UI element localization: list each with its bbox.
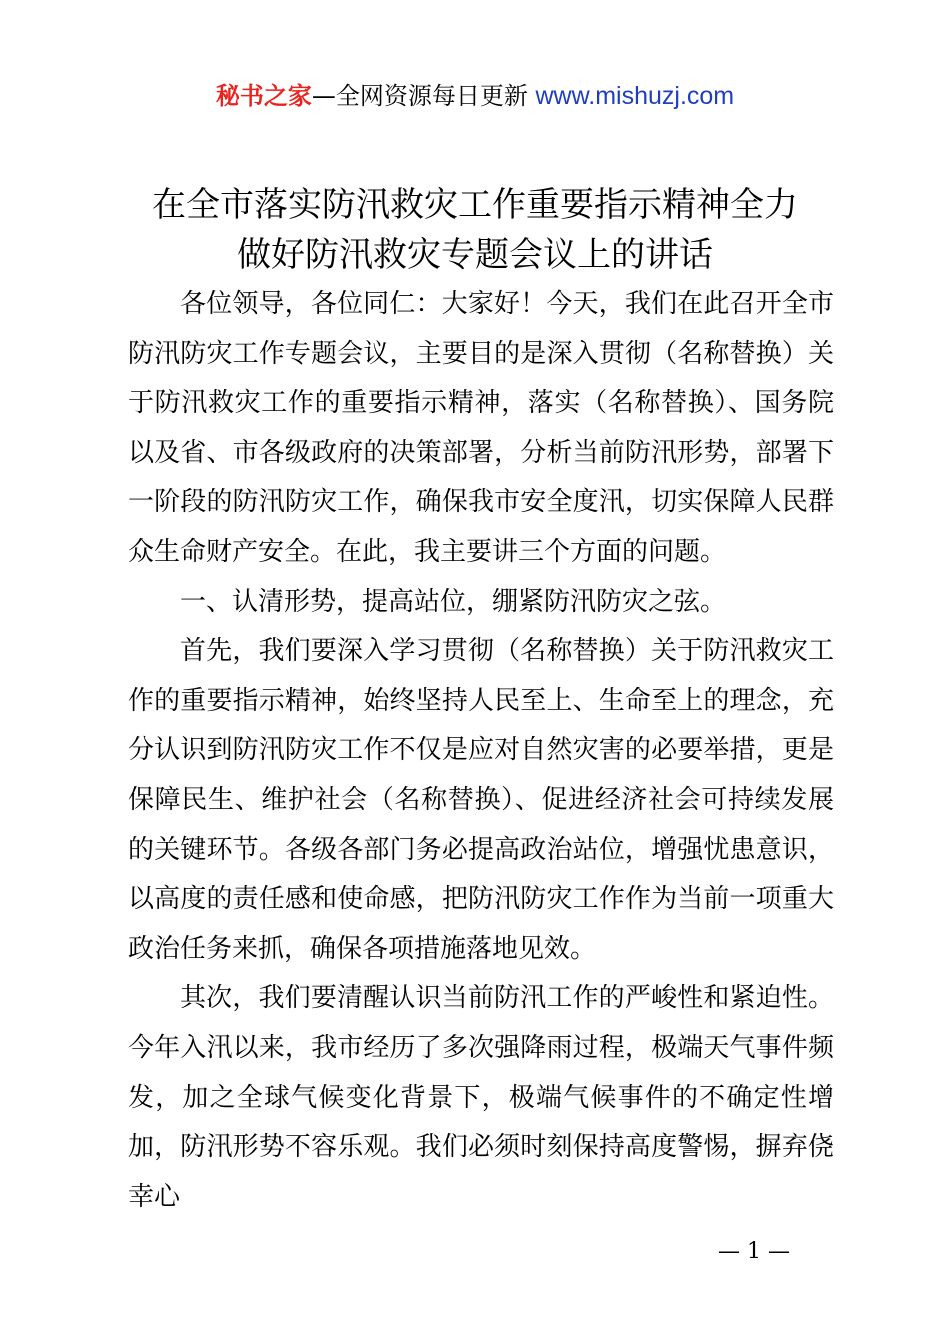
document-title [60,180,890,280]
page-number: — 1 — [718,1239,790,1264]
paragraph-second: 其次，我们要清醒认识当前防汛工作的严峻性和紧迫性。今年入汛以来，我市经历了多次强降雨过程，极端天气事件频发，加之全球气候变化背景下，极端气候事件的不确定性增加，防汛形势不容乐观。我们必须时刻保持高度警惕，摒弃侥幸心 [128,983,834,1212]
document-body [128,280,834,1222]
paragraph-first: 首先，我们要深入学习贯彻（名称替换）关于防汛救灾工作的重要指示精神，始终坚持人民至上、生命至上的理念，充分认识到防汛防灾工作不仅是应对自然灾害的必要举措，更是保障民生、维护社会（名称替换）、促进经济社会可持续发展的关键环节。各级各部门务必提高政治站位，增强忧患意识，以高度的责任感和使命感，把防汛防灾工作作为当前一项重大政治任务来抓，确保各项措施落地见效。 [128,636,834,964]
banner-tagline: —全网资源每日更新 [311,82,528,110]
paragraph-opening: 各位领导，各位同仁：大家好！今天，我们在此召开全市防汛防灾工作专题会议，主要目的是深入贯彻（名称替换）关于防汛救灾工作的重要指示精神，落实（名称替换）、国务院以及省、市各级政府的决策部署，分析当前防汛形势，部署下一阶段的防汛防灾工作，确保我市安全度汛，切实保障人民群众生命财产安全。在此，我主要讲三个方面的问题。 [128,289,834,567]
title-line-2: 做好防汛救灾专题会议上的讲话 [237,235,713,275]
banner-url-link[interactable]: www.mishuzj.com [535,82,735,110]
site-banner [0,78,950,114]
banner-brand: 秘书之家 [215,82,312,110]
title-line-1: 在全市落实防汛救灾工作重要指示精神全力 [152,185,798,225]
section-heading-1: 一、认清形势，提高站位，绷紧防汛防灾之弦。 [180,586,727,617]
